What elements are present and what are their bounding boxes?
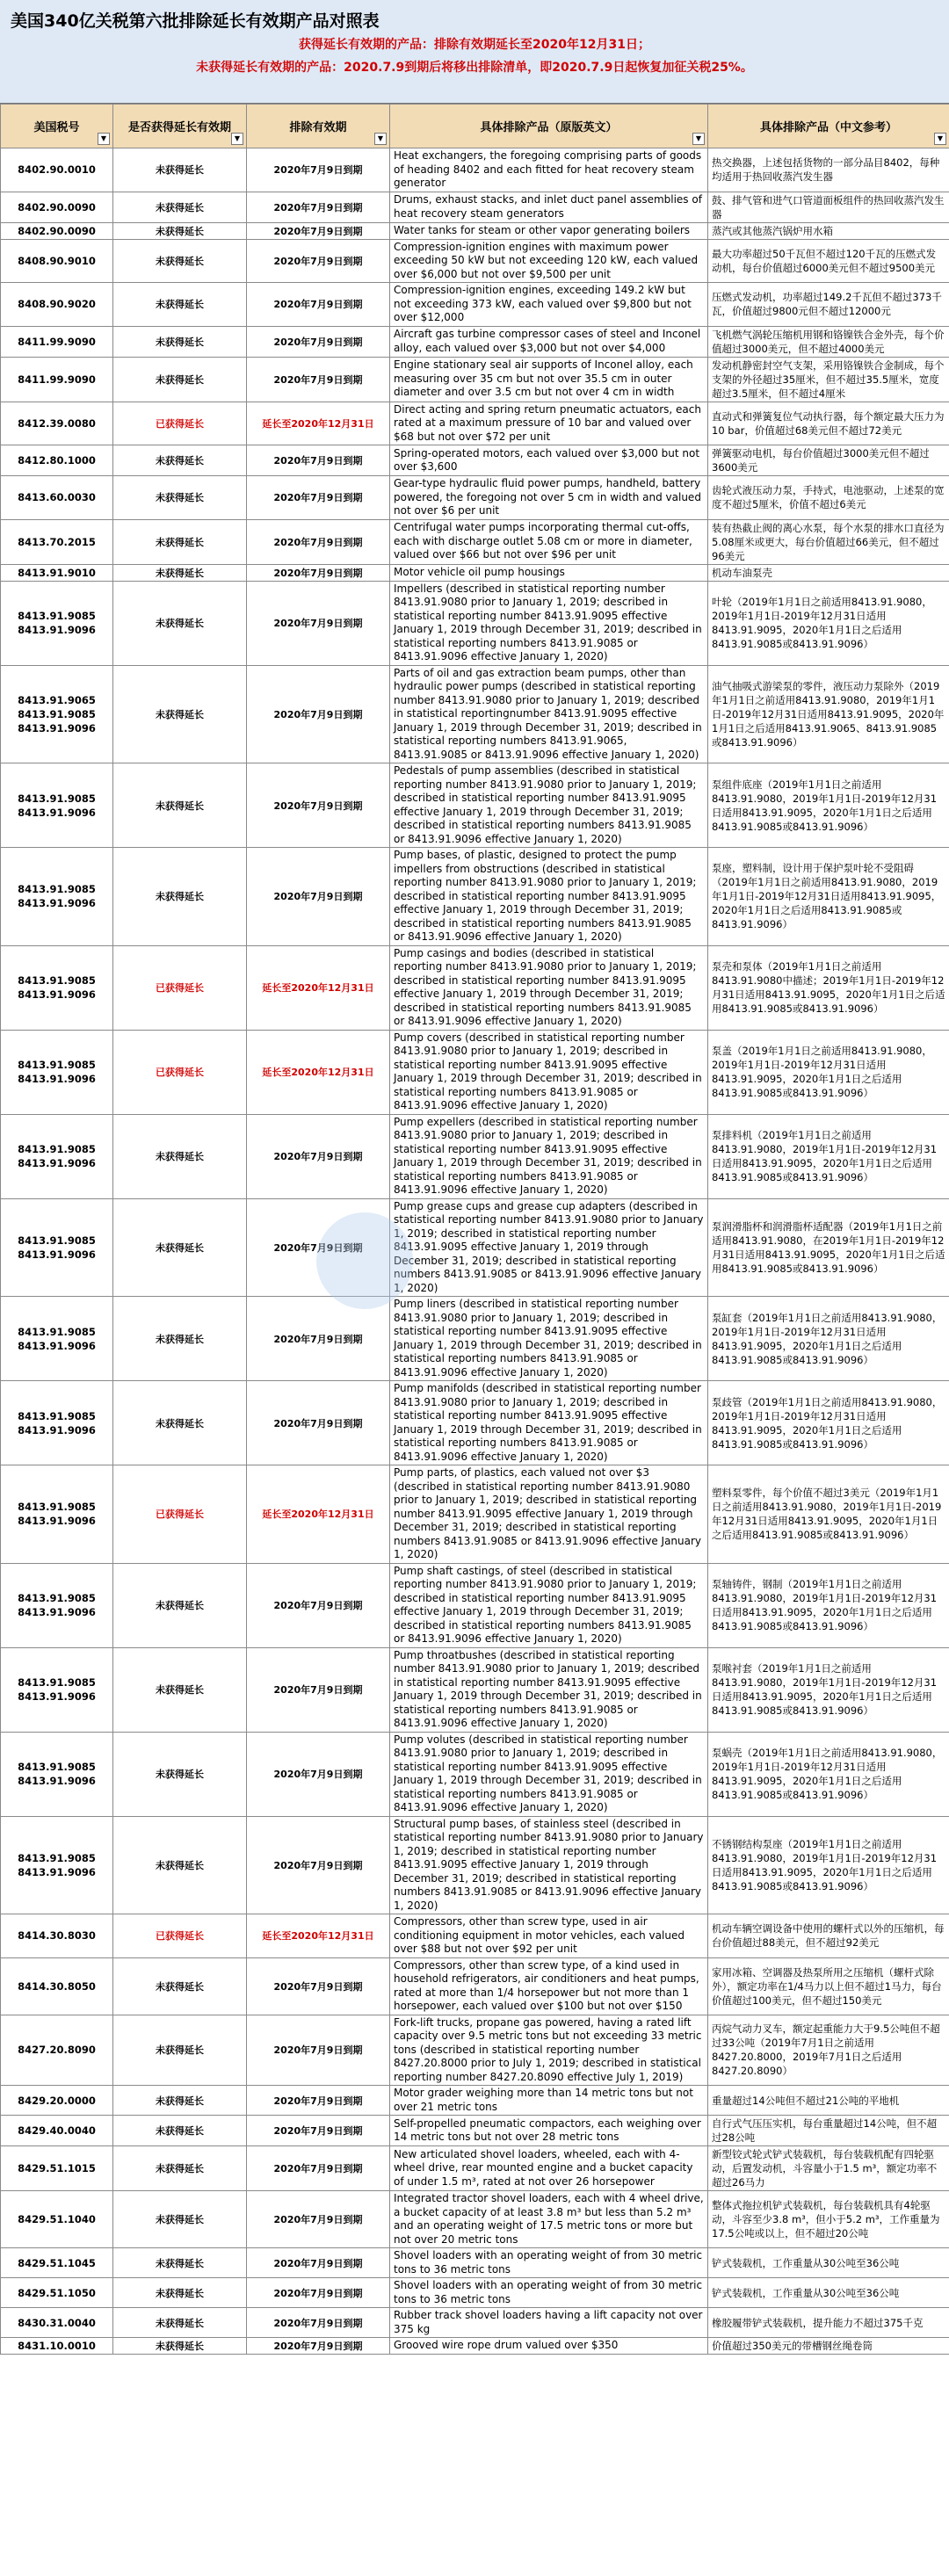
expiry-date-cell: 2020年7月9日到期 bbox=[247, 222, 390, 239]
hs-code-cell: 8413.91.9085 8413.91.9096 bbox=[1, 1030, 113, 1114]
table-row bbox=[1, 581, 949, 665]
expiry-date-cell: 2020年7月9日到期 bbox=[247, 192, 390, 222]
table-row bbox=[1, 222, 949, 239]
extension-status-cell: 未获得延长 bbox=[113, 564, 247, 581]
expiry-date-cell: 2020年7月9日到期 bbox=[247, 1732, 390, 1816]
extension-status-cell: 未获得延长 bbox=[113, 445, 247, 476]
hs-code-cell: 8413.70.2015 bbox=[1, 519, 113, 564]
hs-code-cell: 8413.91.9085 8413.91.9096 bbox=[1, 581, 113, 665]
hs-code-cell: 8413.91.9085 8413.91.9096 bbox=[1, 1465, 113, 1564]
extension-status-cell: 未获得延长 bbox=[113, 357, 247, 402]
expiry-date-cell: 2020年7月9日到期 bbox=[247, 357, 390, 402]
table-row bbox=[1, 519, 949, 564]
extension-status-cell: 未获得延长 bbox=[113, 1957, 247, 2015]
filter-dropdown-icon[interactable]: ▼ bbox=[934, 133, 946, 145]
chinese-description-cell: 泵壳和泵体（2019年1月1日之前适用8413.91.9080中描述；2019年1月1日-2019年12月31日适用8413.91.9095，2020年1月1日之后适用8413.91.9085或8413.91.9096） bbox=[708, 945, 949, 1030]
extension-status-cell: 已获得延长 bbox=[113, 402, 247, 445]
extension-status-cell: 已获得延长 bbox=[113, 1030, 247, 1114]
extension-status-cell: 未获得延长 bbox=[113, 476, 247, 520]
extension-status-cell: 未获得延长 bbox=[113, 1198, 247, 1297]
english-description-cell: Pump bases, of plastic, designed to protect the pump impellers from obstructions (described in statistical reporting number 8413.91.9080 prior to January 1, 2019; described in statistical reporting number 8413.91.9095 effective January 1, 2019 through December 31, 2019; described in statistical reporting numbers 8413.91.9085 or 8413.91.9096 effective January 1, 2020) bbox=[390, 848, 708, 946]
table-row bbox=[1, 1198, 949, 1297]
table-row bbox=[1, 848, 949, 946]
expiry-date-cell: 2020年7月9日到期 bbox=[247, 2116, 390, 2146]
chinese-description-cell: 压燃式发动机，功率超过149.2千瓦但不超过373千瓦，价值超过9800元但不超过12000元 bbox=[708, 283, 949, 327]
chinese-description-cell: 泵润滑脂杯和润滑脂杯适配器（2019年1月1日之前适用8413.91.9080，在2019年1月1日-2019年12月31日适用8413.91.9095，2020年1月1日之后适用8413.91.9085或8413.91.9096） bbox=[708, 1198, 949, 1297]
expiry-date-cell: 2020年7月9日到期 bbox=[247, 564, 390, 581]
chinese-description-cell: 热交换器，上述包括货物的一部分品目8402，每种均适用于热回收蒸汽发生器 bbox=[708, 148, 949, 192]
table-row bbox=[1, 357, 949, 402]
english-description-cell: Pump expellers (described in statistical reporting number 8413.91.9080 prior to January 1, 2019; described in statistical reporting number 8413.91.9095 effective January 1, 2019 through December 31, 2019; described in statistical reporting numbers 8413.91.9085 or 8413.91.9096 effective January 1, 2020) bbox=[390, 1114, 708, 1198]
table-row bbox=[1, 1563, 949, 1647]
hs-code-cell: 8402.90.0010 bbox=[1, 148, 113, 192]
extension-status-cell: 未获得延长 bbox=[113, 2248, 247, 2278]
english-description-cell: Motor vehicle oil pump housings bbox=[390, 564, 708, 581]
hs-code-cell: 8429.51.1040 bbox=[1, 2191, 113, 2248]
hs-code-cell: 8413.91.9085 8413.91.9096 bbox=[1, 1732, 113, 1816]
table-row bbox=[1, 476, 949, 520]
extension-status-cell: 未获得延长 bbox=[113, 2015, 247, 2086]
hs-code-cell: 8413.60.0030 bbox=[1, 476, 113, 520]
table-row bbox=[1, 445, 949, 476]
english-description-cell: Pump volutes (described in statistical reporting number 8413.91.9080 prior to January 1, 2019; described in statistical reporting number 8413.91.9095 effective January 1, 2019 through December 31, 2019; described in statistical reporting numbers 8413.91.9085 or 8413.91.9096 effective January 1, 2020) bbox=[390, 1732, 708, 1816]
table-row bbox=[1, 564, 949, 581]
expiry-date-cell: 2020年7月9日到期 bbox=[247, 476, 390, 520]
hs-code-cell: 8429.51.1050 bbox=[1, 2278, 113, 2308]
extension-status-cell: 未获得延长 bbox=[113, 763, 247, 848]
table-row bbox=[1, 283, 949, 327]
table-row bbox=[1, 1465, 949, 1564]
expiry-date-cell: 2020年7月9日到期 bbox=[247, 1114, 390, 1198]
hs-code-cell: 8408.90.9010 bbox=[1, 239, 113, 283]
expiry-date-cell: 2020年7月9日到期 bbox=[247, 665, 390, 763]
column-header-date[interactable]: 排除有效期 ▼ bbox=[247, 105, 390, 148]
chinese-description-cell: 泵歧管（2019年1月1日之前适用8413.91.9080，2019年1月1日-2019年12月31日适用8413.91.9095，2020年1月1日之后适用8413.91.9085或8413.91.9096） bbox=[708, 1381, 949, 1465]
table-row bbox=[1, 2146, 949, 2191]
table-row bbox=[1, 1297, 949, 1381]
column-header-chinese[interactable]: 具体排除产品（中文参考） ▼ bbox=[708, 105, 949, 148]
chinese-description-cell: 铲式装载机，工作重量从30公吨至36公吨 bbox=[708, 2248, 949, 2278]
page-title: 美国340亿关税第六批排除延长有效期产品对照表 bbox=[11, 11, 380, 31]
table-row bbox=[1, 1647, 949, 1732]
chinese-description-cell: 泵缸套（2019年1月1日之前适用8413.91.9080，2019年1月1日-2019年12月31日适用8413.91.9095，2020年1月1日之后适用8413.91.9085或8413.91.9096） bbox=[708, 1297, 949, 1381]
expiry-date-cell: 2020年7月9日到期 bbox=[247, 2338, 390, 2355]
extension-status-cell: 未获得延长 bbox=[113, 2116, 247, 2146]
extension-status-cell: 未获得延长 bbox=[113, 283, 247, 327]
column-header-english[interactable]: 具体排除产品（原版英文） ▼ bbox=[390, 105, 708, 148]
column-header-status[interactable]: 是否获得延长有效期 ▼ bbox=[113, 105, 247, 148]
expiry-date-cell: 2020年7月9日到期 bbox=[247, 2146, 390, 2191]
table-row bbox=[1, 763, 949, 848]
extension-status-cell: 未获得延长 bbox=[113, 2191, 247, 2248]
english-description-cell: Grooved wire rope drum valued over $350 bbox=[390, 2338, 708, 2355]
extension-status-cell: 未获得延长 bbox=[113, 1647, 247, 1732]
expiry-date-cell: 2020年7月9日到期 bbox=[247, 1297, 390, 1381]
chinese-description-cell: 泵蜗壳（2019年1月1日之前适用8413.91.9080，2019年1月1日-2019年12月31日适用8413.91.9095，2020年1月1日之后适用8413.91.9085或8413.91.9096） bbox=[708, 1732, 949, 1816]
english-description-cell: Shovel loaders with an operating weight of from 30 metric tons to 36 metric tons bbox=[390, 2278, 708, 2308]
expiry-date-cell: 2020年7月9日到期 bbox=[247, 326, 390, 357]
english-description-cell: Compressors, other than screw type, of a kind used in household refrigerators, air conditioners and heat pumps, rated at more than 1/4 horsepower but not more than 1 horsepower, each valued over $100 but not over $150 bbox=[390, 1957, 708, 2015]
extension-status-cell: 未获得延长 bbox=[113, 581, 247, 665]
english-description-cell: Pump throatbushes (described in statistical reporting number 8413.91.9080 prior to January 1, 2019; described in statistical reporting number 8413.91.9095 effective January 1, 2019 through December 31, 2019; described in statistical reporting numbers 8413.91.9085 or 8413.91.9096 effective January 1, 2020) bbox=[390, 1647, 708, 1732]
chinese-description-cell: 最大功率超过50千瓦但不超过120千瓦的压燃式发动机，每台价值超过6000美元但不超过9500美元 bbox=[708, 239, 949, 283]
hs-code-cell: 8411.99.9090 bbox=[1, 357, 113, 402]
extension-status-cell: 未获得延长 bbox=[113, 192, 247, 222]
hs-code-cell: 8408.90.9020 bbox=[1, 283, 113, 327]
chinese-description-cell: 鼓、排气管和进气口管道面板组件的热回收蒸汽发生器 bbox=[708, 192, 949, 222]
extension-status-cell: 未获得延长 bbox=[113, 222, 247, 239]
extension-status-cell: 已获得延长 bbox=[113, 1465, 247, 1564]
english-description-cell: Pump parts, of plastics, each valued not over $3 (described in statistical reporting number 8413.91.9080 prior to January 1, 2019; described in statistical reporting number 8413.91.9095 effective January 1, 2019 through December 31, 2019; described in statistical reporting numbers 8413.91.9085 or 8413.91.9096 effective January 1, 2020) bbox=[390, 1465, 708, 1564]
chinese-description-cell: 泵喉衬套（2019年1月1日之前适用8413.91.9080，2019年1月1日-2019年12月31日适用8413.91.9095，2020年1月1日之后适用8413.91.9085或8413.91.9096） bbox=[708, 1647, 949, 1732]
expiry-date-cell: 延长至2020年12月31日 bbox=[247, 1030, 390, 1114]
hs-code-cell: 8427.20.8090 bbox=[1, 2015, 113, 2086]
english-description-cell: Pedestals of pump assemblies (described in statistical reporting number 8413.91.9080 prior to January 1, 2019; described in statistical reporting number 8413.91.9095 effective January 1, 2019 through December 31, 2019; described in statistical reporting numbers 8413.91.9085 or 8413.91.9096 effective January 1, 2020) bbox=[390, 763, 708, 848]
chinese-description-cell: 发动机静密封空气支架，采用铬镍铁合金制成，每个支架的外径超过35厘米，但不超过35.5厘米，宽度超过3.5厘米，但不超过4厘米 bbox=[708, 357, 949, 402]
english-description-cell: Motor grader weighing more than 14 metric tons but not over 21 metric tons bbox=[390, 2086, 708, 2116]
expiry-date-cell: 2020年7月9日到期 bbox=[247, 1563, 390, 1647]
english-description-cell: Water tanks for steam or other vapor generating boilers bbox=[390, 222, 708, 239]
chinese-description-cell: 机动车油泵壳 bbox=[708, 564, 949, 581]
chinese-description-cell: 直动式和弹簧复位气动执行器，每个额定最大压力为10 bar，价值超过68美元但不超过72美元 bbox=[708, 402, 949, 445]
extension-status-cell: 未获得延长 bbox=[113, 148, 247, 192]
table-row bbox=[1, 326, 949, 357]
table-row bbox=[1, 2015, 949, 2086]
english-description-cell: Direct acting and spring return pneumatic actuators, each rated at a maximum pressure of 10 bar and valued over $68 but not over $72 per unit bbox=[390, 402, 708, 445]
table-row bbox=[1, 2338, 949, 2355]
table-row bbox=[1, 1914, 949, 1958]
extension-status-cell: 未获得延长 bbox=[113, 239, 247, 283]
expiry-date-cell: 2020年7月9日到期 bbox=[247, 1957, 390, 2015]
hs-code-cell: 8413.91.9085 8413.91.9096 bbox=[1, 1563, 113, 1647]
chinese-description-cell: 飞机燃气涡轮压缩机用钢和铬镍铁合金外壳，每个价值超过3000美元，但不超过4000美元 bbox=[708, 326, 949, 357]
hs-code-cell: 8413.91.9085 8413.91.9096 bbox=[1, 945, 113, 1030]
english-description-cell: New articulated shovel loaders, wheeled, each with 4-wheel drive, rear mounted engine and a bucket capacity of under 1.5 m³, rated at not over 26 horsepower bbox=[390, 2146, 708, 2191]
table-row bbox=[1, 402, 949, 445]
expiry-date-cell: 2020年7月9日到期 bbox=[247, 2308, 390, 2338]
comparison-table bbox=[0, 104, 949, 2355]
hs-code-cell: 8413.91.9085 8413.91.9096 bbox=[1, 1198, 113, 1297]
english-description-cell: Drums, exhaust stacks, and inlet duct panel assemblies of heat recovery steam generators bbox=[390, 192, 708, 222]
english-description-cell: Pump shaft castings, of steel (described in statistical reporting number 8413.91.9080 prior to January 1, 2019; described in statistical reporting number 8413.91.9095 effective January 1, 2019 through December 31, 2019; described in statistical reporting numbers 8413.91.9085 or 8413.91.9096 effective January 1, 2020) bbox=[390, 1563, 708, 1647]
extension-status-cell: 未获得延长 bbox=[113, 519, 247, 564]
chinese-description-cell: 自行式气压压实机，每台重量超过14公吨，但不超过28公吨 bbox=[708, 2116, 949, 2146]
english-description-cell: Shovel loaders with an operating weight of from 30 metric tons to 36 metric tons bbox=[390, 2248, 708, 2278]
english-description-cell: Aircraft gas turbine compressor cases of steel and Inconel alloy, each valued over $3,000 but not over $4,000 bbox=[390, 326, 708, 357]
filter-dropdown-icon[interactable]: ▼ bbox=[692, 133, 705, 145]
english-description-cell: Rubber track shovel loaders having a lift capacity not over 375 kg bbox=[390, 2308, 708, 2338]
hs-code-cell: 8429.51.1045 bbox=[1, 2248, 113, 2278]
hs-code-cell: 8413.91.9010 bbox=[1, 564, 113, 581]
english-description-cell: Pump manifolds (described in statistical reporting number 8413.91.9080 prior to January 1, 2019; described in statistical reporting number 8413.91.9095 effective January 1, 2019 through December 31, 2019; described in statistical reporting numbers 8413.91.9085 or 8413.91.9096 effective January 1, 2020) bbox=[390, 1381, 708, 1465]
extension-status-cell: 未获得延长 bbox=[113, 2338, 247, 2355]
english-description-cell: Gear-type hydraulic fluid power pumps, handheld, battery powered, the foregoing not over 5 cm in width and valued not over $6 per unit bbox=[390, 476, 708, 520]
extension-status-cell: 未获得延长 bbox=[113, 1816, 247, 1914]
table-row bbox=[1, 2191, 949, 2248]
expiry-date-cell: 2020年7月9日到期 bbox=[247, 283, 390, 327]
expiry-date-cell: 延长至2020年12月31日 bbox=[247, 1465, 390, 1564]
extension-status-cell: 未获得延长 bbox=[113, 2086, 247, 2116]
chinese-description-cell: 新型铰式轮式铲式装载机，每台装载机配有四轮驱动，后置发动机，斗容量小于1.5 m³，额定功率不超过26马力 bbox=[708, 2146, 949, 2191]
expiry-date-cell: 2020年7月9日到期 bbox=[247, 2015, 390, 2086]
document-header bbox=[0, 0, 949, 104]
hs-code-cell: 8413.91.9085 8413.91.9096 bbox=[1, 1114, 113, 1198]
extension-status-cell: 未获得延长 bbox=[113, 2278, 247, 2308]
hs-code-cell: 8413.91.9085 8413.91.9096 bbox=[1, 1647, 113, 1732]
english-description-cell: Spring-operated motors, each valued over $3,000 but not over $3,600 bbox=[390, 445, 708, 476]
hs-code-cell: 8430.31.0040 bbox=[1, 2308, 113, 2338]
extension-status-cell: 未获得延长 bbox=[113, 1114, 247, 1198]
expiry-date-cell: 2020年7月9日到期 bbox=[247, 581, 390, 665]
english-description-cell: Centrifugal water pumps incorporating thermal cut-offs, each with discharge outlet 5.08 cm or more in diameter, valued over $66 but not over $96 per unit bbox=[390, 519, 708, 564]
table-row bbox=[1, 1732, 949, 1816]
expiry-date-cell: 2020年7月9日到期 bbox=[247, 763, 390, 848]
hs-code-cell: 8429.40.0040 bbox=[1, 2116, 113, 2146]
hs-code-cell: 8402.90.0090 bbox=[1, 222, 113, 239]
chinese-description-cell: 泵盖（2019年1月1日之前适用8413.91.9080，2019年1月1日-2019年12月31日适用8413.91.9095，2020年1月1日之后适用8413.91.9085或8413.91.9096） bbox=[708, 1030, 949, 1114]
hs-code-cell: 8413.91.9065 8413.91.9085 8413.91.9096 bbox=[1, 665, 113, 763]
english-description-cell: Parts of oil and gas extraction beam pumps, other than hydraulic power pumps (described in statistical reporting number 8413.91.9080 prior to January 1, 2019; described in statistical reportingnumber 8413.91.9095 effective January 1, 2019 through December 31, 2019; described in statistical reporting numbers 8413.91.9065, 8413.91.9085 or 8413.91.9096 effective January 1, 2020) bbox=[390, 665, 708, 763]
chinese-description-cell: 价值超过350美元的带槽钢丝绳卷筒 bbox=[708, 2338, 949, 2355]
expiry-date-cell: 2020年7月9日到期 bbox=[247, 2248, 390, 2278]
chinese-description-cell: 齿轮式液压动力泵，手持式，电池驱动，上述泵的宽度不超过5厘米，价值不超过6美元 bbox=[708, 476, 949, 520]
expiry-date-cell: 2020年7月9日到期 bbox=[247, 1198, 390, 1297]
table-row bbox=[1, 148, 949, 192]
expiry-date-cell: 延长至2020年12月31日 bbox=[247, 945, 390, 1030]
hs-code-cell: 8412.80.1000 bbox=[1, 445, 113, 476]
table-row bbox=[1, 2248, 949, 2278]
hs-code-cell: 8412.39.0080 bbox=[1, 402, 113, 445]
chinese-description-cell: 泵轴铸件，钢制（2019年1月1日之前适用8413.91.9080，2019年1月1日-2019年12月31日适用8413.91.9095，2020年1月1日之后适用8413.91.9085或8413.91.9096） bbox=[708, 1563, 949, 1647]
chinese-description-cell: 油气抽吸式游梁泵的零件，液压动力泵除外（2019年1月1日之前适用8413.91.9080，2019年1月1日-2019年12月31日适用8413.91.9095，2020年1月1日之后适用8413.91.9065、8413.91.9085或8413.91.9096） bbox=[708, 665, 949, 763]
extended-note: 获得延长有效期的产品：排除有效期延长至2020年12月31日； bbox=[299, 38, 650, 52]
filter-dropdown-icon[interactable]: ▼ bbox=[231, 133, 243, 145]
chinese-description-cell: 泵座，塑料制，设计用于保护泵叶轮不受阻碍（2019年1月1日之前适用8413.91.9080，2019年1月1日-2019年12月31日适用8413.91.9095，2020年1月1日之后适用8413.91.9085或8413.91.9096） bbox=[708, 848, 949, 946]
table-row bbox=[1, 239, 949, 283]
hs-code-cell: 8413.91.9085 8413.91.9096 bbox=[1, 1297, 113, 1381]
table-row bbox=[1, 1114, 949, 1198]
english-description-cell: Compressors, other than screw type, used in air conditioning equipment in motor vehicles, each valued over $88 but not over $92 per unit bbox=[390, 1914, 708, 1958]
table-row bbox=[1, 2086, 949, 2116]
english-description-cell: Self-propelled pneumatic compactors, each weighing over 14 metric tons but not over 28 metric tons bbox=[390, 2116, 708, 2146]
extension-status-cell: 未获得延长 bbox=[113, 326, 247, 357]
expiry-date-cell: 延长至2020年12月31日 bbox=[247, 402, 390, 445]
extension-status-cell: 未获得延长 bbox=[113, 665, 247, 763]
expiry-date-cell: 2020年7月9日到期 bbox=[247, 1381, 390, 1465]
expiry-date-cell: 2020年7月9日到期 bbox=[247, 2278, 390, 2308]
extension-status-cell: 未获得延长 bbox=[113, 1297, 247, 1381]
english-description-cell: Structural pump bases, of stainless steel (described in statistical reporting number 8413.91.9080 prior to January 1, 2019; described in statistical reporting number 8413.91.9095 effective January 1, 2019 through December 31, 2019; described in statistical reporting numbers 8413.91.9085 or 8413.91.9096 effective January 1, 2020) bbox=[390, 1816, 708, 1914]
extension-status-cell: 未获得延长 bbox=[113, 2146, 247, 2191]
filter-dropdown-icon[interactable]: ▼ bbox=[374, 133, 387, 145]
table-row bbox=[1, 1816, 949, 1914]
chinese-description-cell: 泵排料机（2019年1月1日之前适用8413.91.9080，2019年1月1日-2019年12月31日适用8413.91.9095，2020年1月1日之后适用8413.91.9085或8413.91.9096） bbox=[708, 1114, 949, 1198]
extension-status-cell: 未获得延长 bbox=[113, 1732, 247, 1816]
hs-code-cell: 8414.30.8030 bbox=[1, 1914, 113, 1958]
extension-status-cell: 已获得延长 bbox=[113, 1914, 247, 1958]
table-row bbox=[1, 2116, 949, 2146]
chinese-description-cell: 弹簧驱动电机，每台价值超过3000美元但不超过3600美元 bbox=[708, 445, 949, 476]
hs-code-cell: 8411.99.9090 bbox=[1, 326, 113, 357]
table-row bbox=[1, 1957, 949, 2015]
english-description-cell: Heat exchangers, the foregoing comprising parts of goods of heading 8402 and each fitted for heat recovery steam generator bbox=[390, 148, 708, 192]
extension-status-cell: 未获得延长 bbox=[113, 1381, 247, 1465]
table-header-row bbox=[1, 105, 949, 148]
english-description-cell: Integrated tractor shovel loaders, each with 4 wheel drive, a bucket capacity of at least 3.8 m³ but less than 5.2 m³ and an operating weight of 17.5 metric tons or more but not over 20 metric tons bbox=[390, 2191, 708, 2248]
hs-code-cell: 8413.91.9085 8413.91.9096 bbox=[1, 1381, 113, 1465]
english-description-cell: Impellers (described in statistical reporting number 8413.91.9080 prior to January 1, 2019; described in statistical reporting number 8413.91.9095 effective January 1, 2019 through December 31, 2019; described in statistical reporting numbers 8413.91.9085 or 8413.91.9096 effective January 1, 2020) bbox=[390, 581, 708, 665]
chinese-description-cell: 机动车辆空调设备中使用的螺杆式以外的压缩机，每台价值超过88美元，但不超过92美元 bbox=[708, 1914, 949, 1958]
hs-code-cell: 8413.91.9085 8413.91.9096 bbox=[1, 1816, 113, 1914]
table-row bbox=[1, 2308, 949, 2338]
hs-code-cell: 8429.20.0000 bbox=[1, 2086, 113, 2116]
english-description-cell: Pump covers (described in statistical reporting number 8413.91.9080 prior to January 1, 2019; described in statistical reporting number 8413.91.9095 effective January 1, 2019 through December 31, 2019; described in statistical reporting numbers 8413.91.9085 or 8413.91.9096 effective January 1, 2020) bbox=[390, 1030, 708, 1114]
english-description-cell: Pump grease cups and grease cup adapters (described in statistical reporting number 8413.91.9080 prior to January 1, 2019; described in statistical reporting number 8413.91.9095 effective January 1, 2019 through December 31, 2019; described in statistical reporting numbers 8413.91.9085 or 8413.91.9096 effective January 1, 2020) bbox=[390, 1198, 708, 1297]
hs-code-cell: 8429.51.1015 bbox=[1, 2146, 113, 2191]
extension-status-cell: 未获得延长 bbox=[113, 848, 247, 946]
chinese-description-cell: 塑料泵零件，每个价值不超过3美元（2019年1月1日之前适用8413.91.9080，2019年1月1日-2019年12月31日适用8413.91.9095，2020年1月1日之后适用8413.91.9085或8413.91.9096） bbox=[708, 1465, 949, 1564]
expiry-date-cell: 2020年7月9日到期 bbox=[247, 2191, 390, 2248]
hs-code-cell: 8413.91.9085 8413.91.9096 bbox=[1, 848, 113, 946]
filter-dropdown-icon[interactable]: ▼ bbox=[98, 133, 110, 145]
table-row bbox=[1, 665, 949, 763]
not-extended-note: 未获得延长有效期的产品：2020.7.9到期后将移出排除清单，即2020.7.9日起恢复加征关税25%。 bbox=[196, 61, 753, 75]
chinese-description-cell: 叶轮（2019年1月1日之前适用8413.91.9080，2019年1月1日-2019年12月31日适用8413.91.9095，2020年1月1日之后适用8413.91.9085或8413.91.9096） bbox=[708, 581, 949, 665]
hs-code-cell: 8431.10.0010 bbox=[1, 2338, 113, 2355]
table-row bbox=[1, 2278, 949, 2308]
extension-status-cell: 未获得延长 bbox=[113, 1563, 247, 1647]
hs-code-cell: 8413.91.9085 8413.91.9096 bbox=[1, 763, 113, 848]
table-row bbox=[1, 1381, 949, 1465]
table-row bbox=[1, 1030, 949, 1114]
hs-code-cell: 8402.90.0090 bbox=[1, 192, 113, 222]
expiry-date-cell: 2020年7月9日到期 bbox=[247, 445, 390, 476]
expiry-date-cell: 2020年7月9日到期 bbox=[247, 519, 390, 564]
extension-status-cell: 已获得延长 bbox=[113, 945, 247, 1030]
chinese-description-cell: 不锈钢结构泵座（2019年1月1日之前适用8413.91.9080，2019年1月1日-2019年12月31日适用8413.91.9095，2020年1月1日之后适用8413.91.9085或8413.91.9096） bbox=[708, 1816, 949, 1914]
english-description-cell: Pump casings and bodies (described in statistical reporting number 8413.91.9080 prior to January 1, 2019; described in statistical reporting number 8413.91.9095 effective January 1, 2019 through December 31, 2019; described in statistical reporting numbers 8413.91.9085 or 8413.91.9096 effective January 1, 2020) bbox=[390, 945, 708, 1030]
table-body bbox=[1, 148, 949, 2355]
chinese-description-cell: 铲式装载机，工作重量从30公吨至36公吨 bbox=[708, 2278, 949, 2308]
expiry-date-cell: 2020年7月9日到期 bbox=[247, 848, 390, 946]
chinese-description-cell: 泵组件底座（2019年1月1日之前适用8413.91.9080，2019年1月1日-2019年12月31日适用8413.91.9095，2020年1月1日之后适用8413.91.9085或8413.91.9096） bbox=[708, 763, 949, 848]
english-description-cell: Compression-ignition engines, exceeding 149.2 kW but not exceeding 373 kW, each valued over $9,800 but not over $12,000 bbox=[390, 283, 708, 327]
expiry-date-cell: 2020年7月9日到期 bbox=[247, 1816, 390, 1914]
table-row bbox=[1, 945, 949, 1030]
extension-status-cell: 未获得延长 bbox=[113, 2308, 247, 2338]
chinese-description-cell: 整体式拖拉机铲式装载机，每台装载机具有4轮驱动，斗容至少3.8 m³，但小于5.2 m³，工作重量为17.5公吨或以上，但不超过20公吨 bbox=[708, 2191, 949, 2248]
english-description-cell: Pump liners (described in statistical reporting number 8413.91.9080 prior to January 1, 2019; described in statistical reporting number 8413.91.9095 effective January 1, 2019 through December 31, 2019; described in statistical reporting numbers 8413.91.9085 or 8413.91.9096 effective January 1, 2020) bbox=[390, 1297, 708, 1381]
english-description-cell: Fork-lift trucks, propane gas powered, having a rated lift capacity over 9.5 metric tons but not exceeding 33 metric tons (described in statistical reporting number 8427.20.8000 prior to July 1, 2019; described in statistical reporting number 8427.20.8090 effective July 1, 2019) bbox=[390, 2015, 708, 2086]
chinese-description-cell: 蒸汽或其他蒸汽锅炉用水箱 bbox=[708, 222, 949, 239]
expiry-date-cell: 2020年7月9日到期 bbox=[247, 1647, 390, 1732]
english-description-cell: Compression-ignition engines with maximum power exceeding 50 kW but not exceeding 120 kW, each valued over $6,000 but not over $9,500 per unit bbox=[390, 239, 708, 283]
chinese-description-cell: 丙烷气动力叉车，额定起重能力大于9.5公吨但不超过33公吨（2019年7月1日之前适用8427.20.8000，2019年7月1日之后适用8427.20.8090） bbox=[708, 2015, 949, 2086]
english-description-cell: Engine stationary seal air supports of Inconel alloy, each measuring over 35 cm but not over 35.5 cm in outer diameter and over 3.5 cm but not over 4 cm in width bbox=[390, 357, 708, 402]
expiry-date-cell: 2020年7月9日到期 bbox=[247, 148, 390, 192]
chinese-description-cell: 家用冰箱、空调器及热泵所用之压缩机（螺杆式除外），额定功率在1/4马力以上但不超过1马力，每台价值超过100美元，但不超过150美元 bbox=[708, 1957, 949, 2015]
chinese-description-cell: 重量超过14公吨但不超过21公吨的平地机 bbox=[708, 2086, 949, 2116]
expiry-date-cell: 延长至2020年12月31日 bbox=[247, 1914, 390, 1958]
chinese-description-cell: 橡胶履带铲式装载机，提升能力不超过375千克 bbox=[708, 2308, 949, 2338]
column-header-code[interactable]: 美国税号 ▼ bbox=[1, 105, 113, 148]
chinese-description-cell: 装有热截止阀的离心水泵，每个水泵的排水口直径为5.08厘米或更大，每台价值超过66美元，但不超过96美元 bbox=[708, 519, 949, 564]
table-row bbox=[1, 192, 949, 222]
hs-code-cell: 8414.30.8050 bbox=[1, 1957, 113, 2015]
expiry-date-cell: 2020年7月9日到期 bbox=[247, 2086, 390, 2116]
expiry-date-cell: 2020年7月9日到期 bbox=[247, 239, 390, 283]
